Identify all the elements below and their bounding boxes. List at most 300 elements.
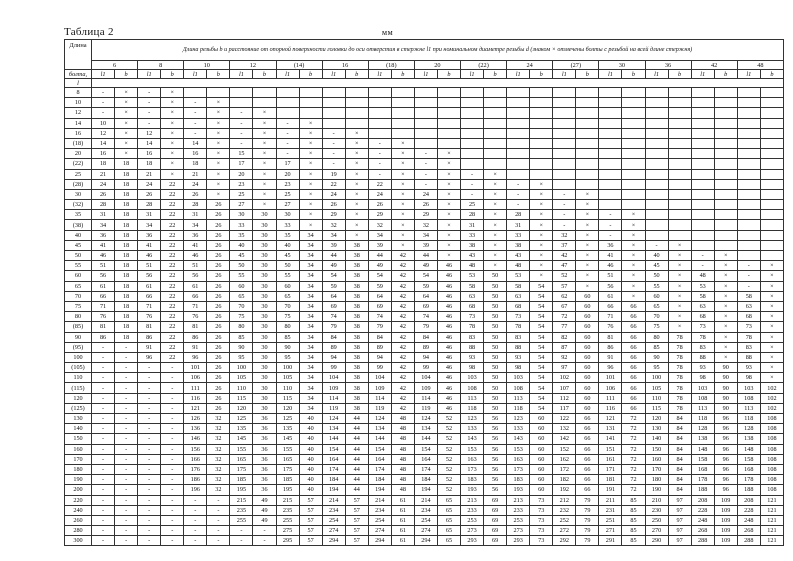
l1-value [461,128,484,138]
b-value: 56 [484,444,507,454]
l1-value [414,128,437,138]
b-value: × [161,169,184,179]
b-value: 48 [391,464,414,474]
b-value: 48 [391,434,414,444]
l1-value: 51 [184,261,207,271]
b-value: 65 [437,536,460,546]
l1-value [691,149,714,159]
b-value: × [345,200,368,210]
l1-value: 94 [368,352,391,362]
b-value: × [530,251,553,261]
b-value: 30 [253,373,276,383]
l1-value: 69 [322,301,345,311]
l1-value: 38 [507,240,530,250]
l1-value: - [92,444,115,454]
table-row [65,240,784,250]
b-value: 85 [622,495,645,505]
b-value: 38 [345,403,368,413]
l1-value [414,98,437,108]
l1-value: 109 [322,383,345,393]
l1-value: 85 [645,342,668,352]
l1-value [737,98,760,108]
b-value: 34 [299,271,322,281]
l1-value: 48 [507,261,530,271]
b-value: 34 [299,312,322,322]
l1-value: - [138,464,161,474]
b-value: 46 [437,271,460,281]
b-value: × [161,98,184,108]
l1-value: - [230,108,253,118]
b-value: × [115,118,138,128]
b-value: × [760,301,783,311]
l1-value: 33 [507,230,530,240]
l1-value: 63 [507,291,530,301]
l1-value: 193 [507,485,530,495]
b-value: 69 [484,526,507,536]
l1-value: - [414,169,437,179]
b-value: 96 [714,485,737,495]
b-value: 22 [161,251,184,261]
l1-value: 28 [184,200,207,210]
l1-value: - [138,88,161,98]
table-row [65,363,784,373]
b-value: 66 [622,301,645,311]
l1-value: 28 [92,200,115,210]
b-value: 96 [714,444,737,454]
row-length: 220 [65,495,92,505]
l1-value: 31 [461,220,484,230]
l1-value: 184 [322,475,345,485]
b-value [622,189,645,199]
b-value: 65 [437,526,460,536]
table-row [65,281,784,291]
l1-value: 48 [691,271,714,281]
l1-value: 124 [414,414,437,424]
l1-value: 42 [553,251,576,261]
b-value: 46 [437,383,460,393]
b-value: 30 [253,240,276,250]
l1-value: 182 [553,475,576,485]
l1-value: - [368,149,391,159]
l1-value [507,138,530,148]
l1-value: 59 [322,281,345,291]
b-value: 79 [576,495,599,505]
l1-value [645,159,668,169]
b-value: × [668,291,691,301]
table-row [65,475,784,485]
l1-value: 295 [276,536,299,546]
l1-value: 213 [507,495,530,505]
l1-value: 65 [645,301,668,311]
b-value: 60 [576,363,599,373]
b-value [622,128,645,138]
b-value: 48 [391,475,414,485]
b-value: 40 [299,454,322,464]
l1-value: 39 [368,240,391,250]
b-value: × [161,149,184,159]
b-value: - [161,475,184,485]
b-value: × [299,138,322,148]
l1-value: 93 [461,352,484,362]
l1-value: - [138,98,161,108]
l1-value: 72 [553,312,576,322]
b-value: 44 [345,424,368,434]
l1-value [553,88,576,98]
l1-value: 24 [322,189,345,199]
l1-value: 34 [322,230,345,240]
b-value: × [391,240,414,250]
l1-value [461,118,484,128]
l1-value: - [92,352,115,362]
row-length: (28) [65,179,92,189]
b-value: 42 [391,251,414,261]
b-value: 66 [622,352,645,362]
diameter-header: 6 [92,61,138,70]
b-value: 65 [437,505,460,515]
l1-value: - [92,464,115,474]
b-value: 49 [253,505,276,515]
l1-value: 194 [368,485,391,495]
b-value: 38 [345,251,368,261]
l1-value: - [461,179,484,189]
b-value: 66 [576,464,599,474]
b-value: 46 [437,291,460,301]
b-value: 30 [253,322,276,332]
row-length: 140 [65,424,92,434]
l1-value: 174 [368,464,391,474]
l1-value: 69 [414,301,437,311]
l1-value: - [138,434,161,444]
b-value [345,98,368,108]
l1-value: 40 [276,240,299,250]
b-value: 96 [714,414,737,424]
b-value [714,210,737,220]
l1-value: 235 [230,505,253,515]
l1-value: 86 [184,332,207,342]
length-header-line1: Длина [69,42,87,49]
l1-value [691,169,714,179]
l1-value: 47 [553,261,576,271]
l1-value: - [92,505,115,515]
row-length: 260 [65,515,92,525]
b-value [760,118,783,128]
b-value: 50 [484,393,507,403]
l1-value: 76 [599,322,622,332]
l1-value: 39 [414,240,437,250]
b-value: - [115,485,138,495]
b-value: × [345,220,368,230]
b-value: × [760,352,783,362]
l1-value: 111 [184,383,207,393]
b-value: 90 [714,403,737,413]
l1-value: 151 [599,444,622,454]
b-value: 18 [115,281,138,291]
l1-value: 21 [138,169,161,179]
l1-value: 26 [414,200,437,210]
b-value: - [207,515,230,525]
b-value: × [207,169,230,179]
l1-value: 15 [230,149,253,159]
b-value: × [576,240,599,250]
l1-value: 86 [92,332,115,342]
b-value: 18 [115,169,138,179]
l1-value: 98 [461,363,484,373]
row-length: 110 [65,373,92,383]
l1-value: - [184,505,207,515]
l1-value: - [138,373,161,383]
b-value: × [714,322,737,332]
l1-value: 101 [184,363,207,373]
l1-value: 114 [414,393,437,403]
b-value [760,169,783,179]
b-value: 30 [253,230,276,240]
l1-value: 195 [276,485,299,495]
b-value: 22 [161,189,184,199]
l1-value: 71 [92,301,115,311]
b-value: 78 [668,352,691,362]
b-value: 30 [253,342,276,352]
b-value [714,108,737,118]
l1-value [645,138,668,148]
table-row [65,230,784,240]
b-value: × [437,149,460,159]
b-value: 30 [253,220,276,230]
b-value: 34 [299,281,322,291]
b-value: 42 [391,373,414,383]
b-value: 97 [668,505,691,515]
l1-value [645,220,668,230]
l1-value: - [138,424,161,434]
l1-value: 30 [230,210,253,220]
l1-value: 10 [92,118,115,128]
b-value: × [484,210,507,220]
l1-value: 120 [230,403,253,413]
l1-value: 183 [461,475,484,485]
l1-value: 93 [737,363,760,373]
l1-header: l1 [92,70,115,79]
l1-value: - [184,98,207,108]
l1-value: 76 [184,312,207,322]
l1-value: 35 [230,230,253,240]
table-row [65,98,784,108]
b-value: - [207,495,230,505]
b-value: 38 [345,332,368,342]
b-value: 60 [576,301,599,311]
b-value: 46 [437,352,460,362]
b-value: 109 [714,505,737,515]
b-value: 66 [576,434,599,444]
b-value: 26 [207,332,230,342]
l1-value: 58 [691,291,714,301]
b-value: 44 [345,485,368,495]
b-value: 66 [622,383,645,393]
l1-value: 57 [553,281,576,291]
b-value: 30 [253,291,276,301]
l1-value: 62 [553,291,576,301]
l1-value [737,128,760,138]
b-value: 32 [207,434,230,444]
l1-value: - [92,515,115,525]
row-length: 14 [65,118,92,128]
b-value [622,138,645,148]
b-value: 34 [299,301,322,311]
bolt-dimensions-table [64,39,784,546]
b-value: 109 [714,495,737,505]
l1-value [322,118,345,128]
b-value: 42 [391,261,414,271]
b-value: × [391,149,414,159]
b-value: × [437,230,460,240]
row-length: (22) [65,159,92,169]
l1-value: 23 [230,179,253,189]
b-value [668,118,691,128]
table-caption: Длина резьбы b и расстояние от опорной поверхности головки до оси отверстия в стержне l1 при номинальном диаметре резьбы d (знаком × отмечены болты с резьбой на всей длине стержня) [92,40,784,61]
l1-value: 254 [368,515,391,525]
b-value [484,118,507,128]
l1-value: - [92,88,115,98]
b-value: 18 [115,312,138,322]
b-value: × [115,98,138,108]
l1-value: - [553,189,576,199]
l1-value: 45 [230,251,253,261]
b-value [760,240,783,250]
b-value: 97 [668,536,691,546]
b-value: 85 [622,505,645,515]
b-value [760,98,783,108]
diameter-header: 36 [645,61,691,70]
b-header: b [576,70,599,79]
l1-value: 92 [553,352,576,362]
b-value: 57 [299,495,322,505]
b-value: × [207,108,230,118]
l1-value: 252 [553,515,576,525]
table-row [65,403,784,413]
b-value: 66 [576,475,599,485]
l1-value [599,149,622,159]
table-row [65,352,784,362]
l1-value: 96 [599,363,622,373]
b-value: 50 [484,312,507,322]
l1-value: - [92,98,115,108]
b-value: 36 [253,434,276,444]
l1-value: 18 [138,159,161,169]
b-value [760,108,783,118]
b-value: × [530,189,553,199]
l1-value: 132 [553,424,576,434]
row-length: (32) [65,200,92,210]
l1-value: 214 [322,495,345,505]
b-value: 38 [345,291,368,301]
b-value: 60 [576,312,599,322]
b-value: 54 [530,312,553,322]
b-value: 52 [437,424,460,434]
l1-value: 118 [507,403,530,413]
l1-value: 232 [553,505,576,515]
b-value: 60 [576,403,599,413]
diameter-header: 12 [230,61,276,70]
l1-value: 53 [461,271,484,281]
l1-value: 89 [414,342,437,352]
b-value: - [207,536,230,546]
l1-value [507,88,530,98]
l1-value: 213 [461,495,484,505]
l1-value: 178 [737,475,760,485]
l1-value: 173 [507,464,530,474]
l1-value: 145 [230,434,253,444]
l1-value [691,220,714,230]
l1-value: 64 [414,291,437,301]
l1-value: 100 [276,363,299,373]
b-value: 34 [299,291,322,301]
l1-value [737,230,760,240]
row-length: 170 [65,454,92,464]
b-value: 40 [299,434,322,444]
b-value: 54 [530,342,553,352]
length-header-line2: болта, [68,70,88,78]
b-value [668,200,691,210]
l1-value: 45 [645,261,668,271]
l1-value: 214 [414,495,437,505]
b-value: 61 [391,515,414,525]
diameter-header-row [65,61,784,70]
b-value: 22 [161,240,184,250]
b-value [622,149,645,159]
b-value: 38 [345,322,368,332]
b-value: 54 [530,363,553,373]
b-value [760,179,783,189]
l1-value [599,98,622,108]
b-value: 84 [668,454,691,464]
l1-value [645,108,668,118]
b-value [530,138,553,148]
l1-value: 124 [322,414,345,424]
b-value [576,88,599,98]
table-row [65,505,784,515]
l1-value [276,98,299,108]
l1-value: 253 [461,515,484,525]
l1-value: 234 [414,505,437,515]
b-value: 22 [161,220,184,230]
b-value: × [345,189,368,199]
l1-value: 118 [691,414,714,424]
l1-value: 84 [414,332,437,342]
b-value [714,179,737,189]
caption-row [65,40,784,61]
b-value: 44 [345,464,368,474]
l1-value: - [414,149,437,159]
b-value: 66 [576,414,599,424]
l1-value: - [461,169,484,179]
l1-header: l1 [507,70,530,79]
b-value [668,108,691,118]
b-value: × [760,342,783,352]
b-value: 52 [437,414,460,424]
b-value: 85 [622,526,645,536]
l1-value: 291 [599,536,622,546]
b-value: × [760,373,783,383]
l1-value: 63 [737,301,760,311]
l1-value: 19 [322,169,345,179]
b-value: 84 [668,444,691,454]
b-value: 121 [760,526,783,536]
diameter-header: (18) [368,61,414,70]
b-value: 60 [530,454,553,464]
b-value [714,88,737,98]
l1-value: 254 [414,515,437,525]
l1-value: - [230,526,253,536]
l1-value [737,159,760,169]
b-value: × [530,210,553,220]
